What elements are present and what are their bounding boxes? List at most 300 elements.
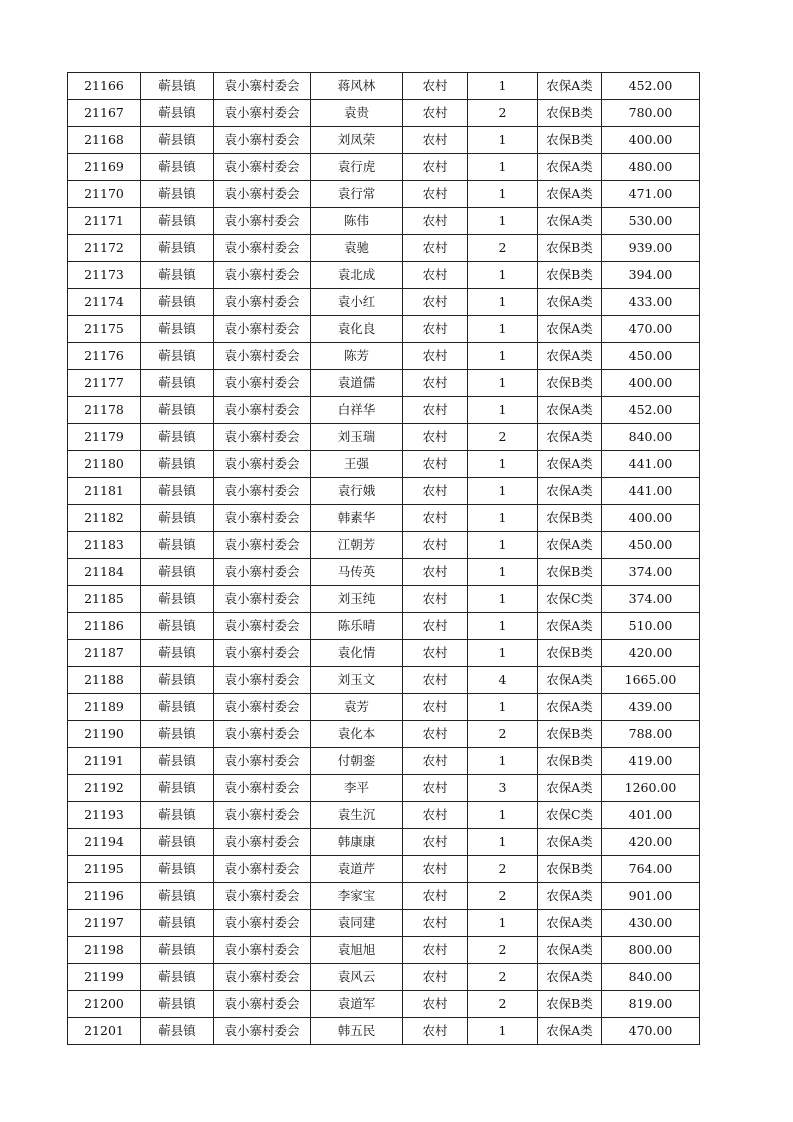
- village-committee-cell: 袁小寨村委会: [214, 721, 311, 748]
- household-size-cell: 1: [468, 505, 538, 532]
- area-type-cell: 农村: [403, 667, 468, 694]
- record-id-cell: 21201: [68, 1018, 141, 1045]
- record-id-cell: 21170: [68, 181, 141, 208]
- town-cell: 蕲县镇: [141, 397, 214, 424]
- town-cell: 蕲县镇: [141, 721, 214, 748]
- name-cell: 袁道芹: [311, 856, 403, 883]
- amount-cell: 420.00: [602, 829, 700, 856]
- village-committee-cell: 袁小寨村委会: [214, 559, 311, 586]
- name-cell: 白祥华: [311, 397, 403, 424]
- village-committee-cell: 袁小寨村委会: [214, 748, 311, 775]
- village-committee-cell: 袁小寨村委会: [214, 640, 311, 667]
- insurance-category-cell: 农保C类: [538, 802, 602, 829]
- amount-cell: 788.00: [602, 721, 700, 748]
- insurance-category-cell: 农保A类: [538, 532, 602, 559]
- household-size-cell: 1: [468, 127, 538, 154]
- town-cell: 蕲县镇: [141, 208, 214, 235]
- area-type-cell: 农村: [403, 721, 468, 748]
- household-size-cell: 1: [468, 532, 538, 559]
- table-row: [68, 748, 700, 775]
- area-type-cell: 农村: [403, 586, 468, 613]
- amount-cell: 452.00: [602, 73, 700, 100]
- table-row: [68, 397, 700, 424]
- area-type-cell: 农村: [403, 127, 468, 154]
- village-committee-cell: 袁小寨村委会: [214, 505, 311, 532]
- insurance-category-cell: 农保A类: [538, 937, 602, 964]
- name-cell: 李家宝: [311, 883, 403, 910]
- name-cell: 袁芳: [311, 694, 403, 721]
- record-id-cell: 21200: [68, 991, 141, 1018]
- amount-cell: 430.00: [602, 910, 700, 937]
- area-type-cell: 农村: [403, 748, 468, 775]
- table-row: [68, 991, 700, 1018]
- table-row: [68, 451, 700, 478]
- amount-cell: 800.00: [602, 937, 700, 964]
- village-committee-cell: 袁小寨村委会: [214, 370, 311, 397]
- name-cell: 刘玉文: [311, 667, 403, 694]
- amount-cell: 400.00: [602, 370, 700, 397]
- record-id-cell: 21193: [68, 802, 141, 829]
- table-row: [68, 1018, 700, 1045]
- name-cell: 袁行常: [311, 181, 403, 208]
- table-row: [68, 586, 700, 613]
- insurance-category-cell: 农保A类: [538, 424, 602, 451]
- town-cell: 蕲县镇: [141, 316, 214, 343]
- town-cell: 蕲县镇: [141, 127, 214, 154]
- insurance-category-cell: 农保B类: [538, 640, 602, 667]
- name-cell: 袁道军: [311, 991, 403, 1018]
- insurance-category-cell: 农保B类: [538, 991, 602, 1018]
- amount-cell: 480.00: [602, 154, 700, 181]
- table-row: [68, 532, 700, 559]
- record-id-cell: 21187: [68, 640, 141, 667]
- area-type-cell: 农村: [403, 451, 468, 478]
- area-type-cell: 农村: [403, 532, 468, 559]
- amount-cell: 819.00: [602, 991, 700, 1018]
- name-cell: 袁行虎: [311, 154, 403, 181]
- insurance-category-cell: 农保A类: [538, 181, 602, 208]
- amount-cell: 840.00: [602, 424, 700, 451]
- record-id-cell: 21188: [68, 667, 141, 694]
- village-committee-cell: 袁小寨村委会: [214, 451, 311, 478]
- area-type-cell: 农村: [403, 883, 468, 910]
- amount-cell: 840.00: [602, 964, 700, 991]
- household-size-cell: 2: [468, 235, 538, 262]
- household-size-cell: 2: [468, 856, 538, 883]
- record-id-cell: 21195: [68, 856, 141, 883]
- village-committee-cell: 袁小寨村委会: [214, 1018, 311, 1045]
- village-committee-cell: 袁小寨村委会: [214, 883, 311, 910]
- village-committee-cell: 袁小寨村委会: [214, 181, 311, 208]
- table-row: [68, 424, 700, 451]
- village-committee-cell: 袁小寨村委会: [214, 316, 311, 343]
- record-id-cell: 21190: [68, 721, 141, 748]
- record-id-cell: 21172: [68, 235, 141, 262]
- area-type-cell: 农村: [403, 964, 468, 991]
- name-cell: 袁化良: [311, 316, 403, 343]
- table-row: [68, 802, 700, 829]
- amount-cell: 439.00: [602, 694, 700, 721]
- area-type-cell: 农村: [403, 397, 468, 424]
- insurance-category-cell: 农保B类: [538, 127, 602, 154]
- town-cell: 蕲县镇: [141, 559, 214, 586]
- household-size-cell: 1: [468, 397, 538, 424]
- village-committee-cell: 袁小寨村委会: [214, 343, 311, 370]
- town-cell: 蕲县镇: [141, 937, 214, 964]
- table-row: [68, 154, 700, 181]
- amount-cell: 452.00: [602, 397, 700, 424]
- household-size-cell: 2: [468, 964, 538, 991]
- table-row: [68, 640, 700, 667]
- name-cell: 陈乐晴: [311, 613, 403, 640]
- town-cell: 蕲县镇: [141, 505, 214, 532]
- household-size-cell: 1: [468, 451, 538, 478]
- village-committee-cell: 袁小寨村委会: [214, 478, 311, 505]
- insurance-category-cell: 农保B类: [538, 721, 602, 748]
- name-cell: 袁风云: [311, 964, 403, 991]
- amount-cell: 450.00: [602, 343, 700, 370]
- area-type-cell: 农村: [403, 613, 468, 640]
- town-cell: 蕲县镇: [141, 154, 214, 181]
- town-cell: 蕲县镇: [141, 343, 214, 370]
- village-committee-cell: 袁小寨村委会: [214, 694, 311, 721]
- name-cell: 蒋风林: [311, 73, 403, 100]
- table-row: [68, 964, 700, 991]
- record-id-cell: 21171: [68, 208, 141, 235]
- town-cell: 蕲县镇: [141, 640, 214, 667]
- insurance-category-cell: 农保A类: [538, 208, 602, 235]
- name-cell: 袁化情: [311, 640, 403, 667]
- amount-cell: 530.00: [602, 208, 700, 235]
- insurance-category-cell: 农保A类: [538, 1018, 602, 1045]
- amount-cell: 400.00: [602, 505, 700, 532]
- table-row: [68, 316, 700, 343]
- area-type-cell: 农村: [403, 208, 468, 235]
- name-cell: 江朝芳: [311, 532, 403, 559]
- village-committee-cell: 袁小寨村委会: [214, 910, 311, 937]
- area-type-cell: 农村: [403, 316, 468, 343]
- record-id-cell: 21177: [68, 370, 141, 397]
- village-committee-cell: 袁小寨村委会: [214, 424, 311, 451]
- town-cell: 蕲县镇: [141, 370, 214, 397]
- insurance-category-cell: 农保A类: [538, 964, 602, 991]
- table-row: [68, 181, 700, 208]
- record-id-cell: 21173: [68, 262, 141, 289]
- household-size-cell: 2: [468, 424, 538, 451]
- name-cell: 袁小红: [311, 289, 403, 316]
- name-cell: 陈伟: [311, 208, 403, 235]
- insurance-category-cell: 农保A类: [538, 397, 602, 424]
- table-row: [68, 883, 700, 910]
- amount-cell: 374.00: [602, 586, 700, 613]
- household-size-cell: 1: [468, 181, 538, 208]
- household-size-cell: 2: [468, 100, 538, 127]
- village-committee-cell: 袁小寨村委会: [214, 397, 311, 424]
- town-cell: 蕲县镇: [141, 181, 214, 208]
- town-cell: 蕲县镇: [141, 451, 214, 478]
- amount-cell: 419.00: [602, 748, 700, 775]
- household-size-cell: 1: [468, 73, 538, 100]
- document-page: [67, 72, 699, 1045]
- town-cell: 蕲县镇: [141, 262, 214, 289]
- area-type-cell: 农村: [403, 478, 468, 505]
- insurance-category-cell: 农保A类: [538, 829, 602, 856]
- record-id-cell: 21185: [68, 586, 141, 613]
- table-row: [68, 262, 700, 289]
- area-type-cell: 农村: [403, 640, 468, 667]
- table-row: [68, 613, 700, 640]
- record-id-cell: 21183: [68, 532, 141, 559]
- area-type-cell: 农村: [403, 343, 468, 370]
- village-committee-cell: 袁小寨村委会: [214, 829, 311, 856]
- amount-cell: 394.00: [602, 262, 700, 289]
- area-type-cell: 农村: [403, 262, 468, 289]
- table-row: [68, 289, 700, 316]
- village-committee-cell: 袁小寨村委会: [214, 667, 311, 694]
- household-size-cell: 2: [468, 937, 538, 964]
- town-cell: 蕲县镇: [141, 289, 214, 316]
- amount-cell: 433.00: [602, 289, 700, 316]
- village-committee-cell: 袁小寨村委会: [214, 127, 311, 154]
- household-size-cell: 2: [468, 991, 538, 1018]
- table-row: [68, 856, 700, 883]
- area-type-cell: 农村: [403, 829, 468, 856]
- amount-cell: 374.00: [602, 559, 700, 586]
- insurance-category-cell: 农保A类: [538, 316, 602, 343]
- amount-cell: 420.00: [602, 640, 700, 667]
- village-committee-cell: 袁小寨村委会: [214, 100, 311, 127]
- amount-cell: 441.00: [602, 478, 700, 505]
- record-id-cell: 21166: [68, 73, 141, 100]
- village-committee-cell: 袁小寨村委会: [214, 262, 311, 289]
- household-size-cell: 1: [468, 613, 538, 640]
- insurance-category-cell: 农保A类: [538, 73, 602, 100]
- amount-cell: 471.00: [602, 181, 700, 208]
- name-cell: 刘玉纯: [311, 586, 403, 613]
- town-cell: 蕲县镇: [141, 613, 214, 640]
- amount-cell: 939.00: [602, 235, 700, 262]
- village-committee-cell: 袁小寨村委会: [214, 802, 311, 829]
- town-cell: 蕲县镇: [141, 532, 214, 559]
- name-cell: 袁道儒: [311, 370, 403, 397]
- amount-cell: 400.00: [602, 127, 700, 154]
- name-cell: 韩素华: [311, 505, 403, 532]
- area-type-cell: 农村: [403, 73, 468, 100]
- amount-cell: 401.00: [602, 802, 700, 829]
- roster-body: [68, 73, 700, 1045]
- household-size-cell: 1: [468, 154, 538, 181]
- area-type-cell: 农村: [403, 775, 468, 802]
- amount-cell: 441.00: [602, 451, 700, 478]
- household-size-cell: 1: [468, 262, 538, 289]
- name-cell: 马传英: [311, 559, 403, 586]
- table-row: [68, 478, 700, 505]
- name-cell: 王强: [311, 451, 403, 478]
- area-type-cell: 农村: [403, 856, 468, 883]
- record-id-cell: 21167: [68, 100, 141, 127]
- insurance-category-cell: 农保A类: [538, 883, 602, 910]
- insurance-category-cell: 农保A类: [538, 154, 602, 181]
- insurance-category-cell: 农保A类: [538, 775, 602, 802]
- town-cell: 蕲县镇: [141, 748, 214, 775]
- village-committee-cell: 袁小寨村委会: [214, 73, 311, 100]
- town-cell: 蕲县镇: [141, 100, 214, 127]
- household-size-cell: 1: [468, 802, 538, 829]
- area-type-cell: 农村: [403, 991, 468, 1018]
- table-row: [68, 235, 700, 262]
- village-committee-cell: 袁小寨村委会: [214, 964, 311, 991]
- insurance-category-cell: 农保A类: [538, 613, 602, 640]
- table-row: [68, 775, 700, 802]
- insurance-category-cell: 农保B类: [538, 559, 602, 586]
- record-id-cell: 21179: [68, 424, 141, 451]
- insurance-category-cell: 农保C类: [538, 586, 602, 613]
- name-cell: 袁行娥: [311, 478, 403, 505]
- town-cell: 蕲县镇: [141, 1018, 214, 1045]
- household-size-cell: 4: [468, 667, 538, 694]
- amount-cell: 1665.00: [602, 667, 700, 694]
- area-type-cell: 农村: [403, 289, 468, 316]
- record-id-cell: 21180: [68, 451, 141, 478]
- record-id-cell: 21198: [68, 937, 141, 964]
- insurance-category-cell: 农保A类: [538, 667, 602, 694]
- record-id-cell: 21192: [68, 775, 141, 802]
- amount-cell: 470.00: [602, 1018, 700, 1045]
- record-id-cell: 21189: [68, 694, 141, 721]
- village-committee-cell: 袁小寨村委会: [214, 991, 311, 1018]
- village-committee-cell: 袁小寨村委会: [214, 289, 311, 316]
- table-row: [68, 73, 700, 100]
- household-size-cell: 1: [468, 559, 538, 586]
- town-cell: 蕲县镇: [141, 73, 214, 100]
- insurance-category-cell: 农保B类: [538, 748, 602, 775]
- town-cell: 蕲县镇: [141, 424, 214, 451]
- table-row: [68, 370, 700, 397]
- insurance-category-cell: 农保A类: [538, 451, 602, 478]
- roster-table: [67, 72, 700, 1045]
- household-size-cell: 1: [468, 208, 538, 235]
- record-id-cell: 21175: [68, 316, 141, 343]
- record-id-cell: 21199: [68, 964, 141, 991]
- area-type-cell: 农村: [403, 802, 468, 829]
- name-cell: 袁旭旭: [311, 937, 403, 964]
- name-cell: 袁同建: [311, 910, 403, 937]
- record-id-cell: 21169: [68, 154, 141, 181]
- village-committee-cell: 袁小寨村委会: [214, 586, 311, 613]
- village-committee-cell: 袁小寨村委会: [214, 775, 311, 802]
- insurance-category-cell: 农保A类: [538, 343, 602, 370]
- village-committee-cell: 袁小寨村委会: [214, 235, 311, 262]
- household-size-cell: 1: [468, 829, 538, 856]
- town-cell: 蕲县镇: [141, 991, 214, 1018]
- name-cell: 李平: [311, 775, 403, 802]
- insurance-category-cell: 农保A类: [538, 694, 602, 721]
- insurance-category-cell: 农保B类: [538, 856, 602, 883]
- household-size-cell: 1: [468, 343, 538, 370]
- table-row: [68, 667, 700, 694]
- town-cell: 蕲县镇: [141, 235, 214, 262]
- amount-cell: 450.00: [602, 532, 700, 559]
- town-cell: 蕲县镇: [141, 964, 214, 991]
- household-size-cell: 1: [468, 640, 538, 667]
- area-type-cell: 农村: [403, 181, 468, 208]
- insurance-category-cell: 农保B类: [538, 235, 602, 262]
- town-cell: 蕲县镇: [141, 910, 214, 937]
- area-type-cell: 农村: [403, 505, 468, 532]
- record-id-cell: 21168: [68, 127, 141, 154]
- record-id-cell: 21176: [68, 343, 141, 370]
- name-cell: 刘玉瑞: [311, 424, 403, 451]
- insurance-category-cell: 农保A类: [538, 289, 602, 316]
- name-cell: 付朝銮: [311, 748, 403, 775]
- record-id-cell: 21178: [68, 397, 141, 424]
- household-size-cell: 1: [468, 289, 538, 316]
- town-cell: 蕲县镇: [141, 478, 214, 505]
- table-row: [68, 721, 700, 748]
- town-cell: 蕲县镇: [141, 667, 214, 694]
- area-type-cell: 农村: [403, 235, 468, 262]
- table-row: [68, 505, 700, 532]
- record-id-cell: 21184: [68, 559, 141, 586]
- amount-cell: 764.00: [602, 856, 700, 883]
- household-size-cell: 3: [468, 775, 538, 802]
- household-size-cell: 1: [468, 370, 538, 397]
- village-committee-cell: 袁小寨村委会: [214, 937, 311, 964]
- area-type-cell: 农村: [403, 694, 468, 721]
- amount-cell: 1260.00: [602, 775, 700, 802]
- area-type-cell: 农村: [403, 154, 468, 181]
- area-type-cell: 农村: [403, 559, 468, 586]
- area-type-cell: 农村: [403, 1018, 468, 1045]
- household-size-cell: 1: [468, 478, 538, 505]
- town-cell: 蕲县镇: [141, 586, 214, 613]
- town-cell: 蕲县镇: [141, 829, 214, 856]
- table-row: [68, 910, 700, 937]
- table-row: [68, 829, 700, 856]
- name-cell: 袁生沉: [311, 802, 403, 829]
- amount-cell: 780.00: [602, 100, 700, 127]
- area-type-cell: 农村: [403, 937, 468, 964]
- household-size-cell: 1: [468, 316, 538, 343]
- area-type-cell: 农村: [403, 910, 468, 937]
- record-id-cell: 21196: [68, 883, 141, 910]
- table-row: [68, 100, 700, 127]
- record-id-cell: 21174: [68, 289, 141, 316]
- record-id-cell: 21182: [68, 505, 141, 532]
- household-size-cell: 2: [468, 721, 538, 748]
- name-cell: 袁贵: [311, 100, 403, 127]
- name-cell: 袁化本: [311, 721, 403, 748]
- name-cell: 韩五民: [311, 1018, 403, 1045]
- area-type-cell: 农村: [403, 424, 468, 451]
- name-cell: 袁驰: [311, 235, 403, 262]
- insurance-category-cell: 农保A类: [538, 910, 602, 937]
- area-type-cell: 农村: [403, 370, 468, 397]
- insurance-category-cell: 农保B类: [538, 262, 602, 289]
- table-row: [68, 694, 700, 721]
- record-id-cell: 21186: [68, 613, 141, 640]
- household-size-cell: 1: [468, 910, 538, 937]
- insurance-category-cell: 农保B类: [538, 100, 602, 127]
- town-cell: 蕲县镇: [141, 856, 214, 883]
- household-size-cell: 1: [468, 1018, 538, 1045]
- village-committee-cell: 袁小寨村委会: [214, 856, 311, 883]
- name-cell: 韩康康: [311, 829, 403, 856]
- town-cell: 蕲县镇: [141, 883, 214, 910]
- town-cell: 蕲县镇: [141, 694, 214, 721]
- town-cell: 蕲县镇: [141, 802, 214, 829]
- household-size-cell: 2: [468, 883, 538, 910]
